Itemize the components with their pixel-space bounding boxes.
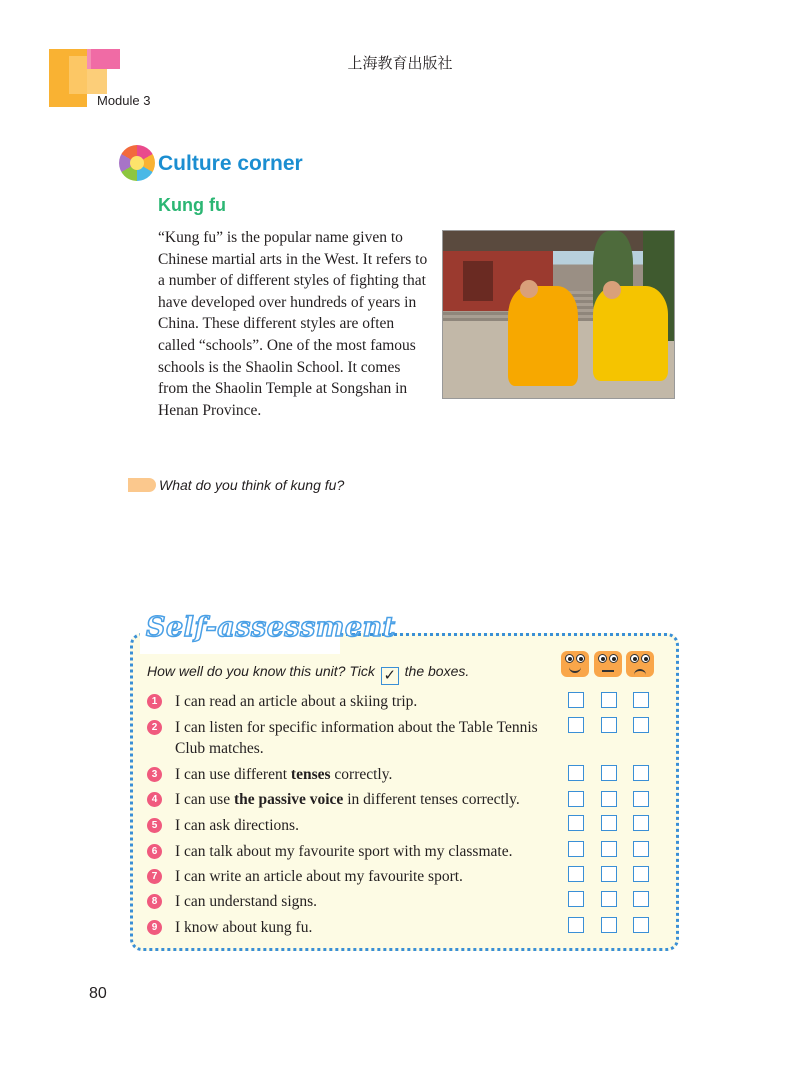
item-text-part: I can listen for specific information about the Table Tennis Club matches.: [175, 719, 538, 757]
checkbox-neutral[interactable]: [601, 765, 617, 781]
happy-face-icon: [561, 651, 589, 677]
temple-roof: [443, 231, 675, 251]
checkbox-happy[interactable]: [568, 717, 584, 733]
item-text-part: I can use: [175, 791, 234, 808]
item-text: [175, 691, 567, 712]
module-label: Module 3: [97, 93, 151, 108]
checkbox-happy[interactable]: [568, 692, 584, 708]
culture-corner-icon: [119, 145, 155, 181]
checkbox-happy[interactable]: [568, 917, 584, 933]
item-number-badge: 2: [147, 720, 162, 735]
checkbox-neutral[interactable]: [601, 891, 617, 907]
instruction-text-after: the boxes.: [404, 663, 470, 679]
item-text-part: I can talk about my favourite sport with my classmate.: [175, 843, 513, 860]
item-text-part: I know about kung fu.: [175, 919, 313, 936]
self-assessment-item: [147, 841, 567, 862]
item-text-part: correctly.: [330, 766, 393, 783]
item-number-badge: 4: [147, 792, 162, 807]
item-number-badge: 6: [147, 844, 162, 859]
checkbox-neutral[interactable]: [601, 692, 617, 708]
checkbox-happy[interactable]: [568, 765, 584, 781]
discussion-question: What do you think of kung fu?: [159, 477, 345, 493]
item-text-part: I can write an article about my favourite sport.: [175, 868, 463, 885]
self-assessment-title: Self-assessment: [146, 612, 396, 643]
item-text: [175, 815, 567, 836]
monk-figure: [593, 286, 668, 381]
checkbox-neutral[interactable]: [601, 841, 617, 857]
checkbox-sad[interactable]: [633, 815, 649, 831]
checkbox-neutral[interactable]: [601, 791, 617, 807]
checkbox-sad[interactable]: [633, 841, 649, 857]
item-text-part: in different tenses correctly.: [343, 791, 520, 808]
sad-face-icon: [626, 651, 654, 677]
checkbox-happy[interactable]: [568, 815, 584, 831]
instruction-text-before: How well do you know this unit? Tick: [147, 663, 375, 679]
page-number: 80: [89, 985, 107, 1002]
tick-icon: ✓: [381, 667, 399, 685]
item-text: [175, 866, 567, 887]
item-text: [175, 917, 567, 938]
checkbox-neutral[interactable]: [601, 866, 617, 882]
item-text-part: I can understand signs.: [175, 893, 318, 910]
checkbox-sad[interactable]: [633, 692, 649, 708]
checkbox-sad[interactable]: [633, 717, 649, 733]
publisher-name: 上海教育出版社: [347, 54, 453, 72]
item-number-badge: 3: [147, 767, 162, 782]
item-text-part: I can read an article about a skiing trip.: [175, 693, 418, 710]
checkbox-neutral[interactable]: [601, 815, 617, 831]
temple-door: [463, 261, 493, 301]
kung-fu-heading: Kung fu: [158, 195, 226, 215]
checkbox-sad[interactable]: [633, 891, 649, 907]
self-assessment-item: [147, 789, 567, 810]
monk-figure: [508, 286, 578, 386]
self-assessment-item: [147, 764, 567, 785]
item-text-emphasis: tenses: [290, 766, 331, 783]
culture-corner-title: Culture corner: [158, 152, 303, 175]
checkbox-sad[interactable]: [633, 917, 649, 933]
checkbox-happy[interactable]: [568, 891, 584, 907]
item-text: [175, 789, 567, 810]
monk-head: [520, 280, 538, 298]
checkbox-neutral[interactable]: [601, 717, 617, 733]
self-assessment-item: [147, 891, 567, 912]
checkbox-happy[interactable]: [568, 791, 584, 807]
checkbox-happy[interactable]: [568, 866, 584, 882]
checkbox-neutral[interactable]: [601, 917, 617, 933]
item-text: [175, 841, 567, 862]
item-text: [175, 717, 567, 759]
shaolin-monks-photo: [442, 230, 675, 399]
self-assessment-item: [147, 917, 567, 938]
item-text-part: I can ask directions.: [175, 817, 299, 834]
checkbox-happy[interactable]: [568, 841, 584, 857]
item-text: [175, 764, 567, 785]
checkbox-sad[interactable]: [633, 866, 649, 882]
item-text-part: I can use different: [175, 766, 291, 783]
checkbox-sad[interactable]: [633, 765, 649, 781]
item-number-badge: 8: [147, 894, 162, 909]
item-number-badge: 7: [147, 869, 162, 884]
kung-fu-paragraph: “Kung fu” is the popular name given to Chinese martial arts in the West. It refers to a number of different styles of fighting that have developed over hundreds of years in China. These different styles are often called “schools”. One of the most famous schools is the Shaolin School. It comes from the Shaolin Temple at Songshan in Henan Province.: [158, 229, 428, 419]
item-number-badge: 5: [147, 818, 162, 833]
item-number-badge: 1: [147, 694, 162, 709]
self-assessment-item: [147, 815, 567, 836]
self-assessment-item: [147, 717, 567, 759]
neutral-face-icon: [594, 651, 622, 677]
self-assessment-item: [147, 866, 567, 887]
checkbox-sad[interactable]: [633, 791, 649, 807]
self-assessment-item: [147, 691, 567, 712]
question-marker-icon: [128, 478, 156, 492]
item-text: [175, 891, 567, 912]
monk-head: [603, 281, 621, 299]
self-assessment-instruction: [147, 663, 469, 685]
item-number-badge: 9: [147, 920, 162, 935]
item-text-emphasis: the passive voice: [233, 791, 344, 808]
